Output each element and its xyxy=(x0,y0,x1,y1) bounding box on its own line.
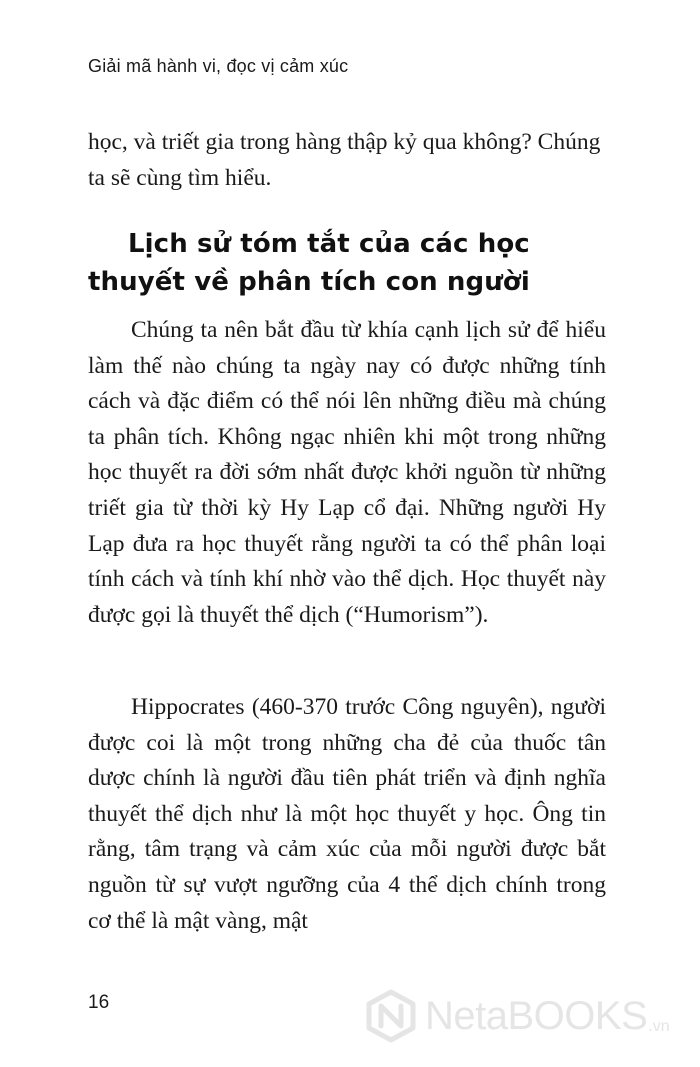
history-paragraph-block xyxy=(88,313,606,633)
hippocrates-paragraph-block xyxy=(88,690,606,939)
watermark-brand-suffix: .vn xyxy=(648,1018,670,1035)
intro-paragraph-block xyxy=(88,125,606,196)
watermark xyxy=(363,988,670,1044)
watermark-brand-text: NetaBOOKS xyxy=(425,994,648,1038)
section-heading: Lịch sử tóm tắt của các học thuyết về phân tích con người xyxy=(88,229,530,297)
running-header: Giải mã hành vi, đọc vị cảm xúc xyxy=(88,56,349,76)
page-number: 16 xyxy=(88,992,110,1013)
intro-paragraph: học, và triết gia trong hàng thập kỷ qua không? Chúng ta sẽ cùng tìm hiểu. xyxy=(88,129,601,191)
netabooks-logo-icon xyxy=(363,988,419,1044)
history-paragraph: Chúng ta nên bắt đầu từ khía cạnh lịch sử để hiểu làm thế nào chúng ta ngày nay có được những tính cách và đặc điểm có thể nói lên những điều mà chúng ta phân tích. Không ngạc nhiên khi một trong những học thuyết ra đời sớm nhất được khởi nguồn từ những triết gia từ thời kỳ Hy Lạp cổ đại. Những người Hy Lạp đưa ra học thuyết rằng người ta có thể phân loại tính cách và tính khí nhờ vào thể dịch. Học thuyết này được gọi là thuyết thể dịch (“Humorism”). xyxy=(88,317,606,628)
hippocrates-paragraph: Hippocrates (460-370 trước Công nguyên), người được coi là một trong những cha đẻ của thuốc tân dược chính là người đầu tiên phát triển và định nghĩa thuyết thể dịch như là một học thuyết y học. Ông tin rằng, tâm trạng và cảm xúc của mỗi người được bắt nguồn từ sự vượt ngưỡng của 4 thể dịch chính trong cơ thể là mật vàng, mật xyxy=(88,694,606,934)
